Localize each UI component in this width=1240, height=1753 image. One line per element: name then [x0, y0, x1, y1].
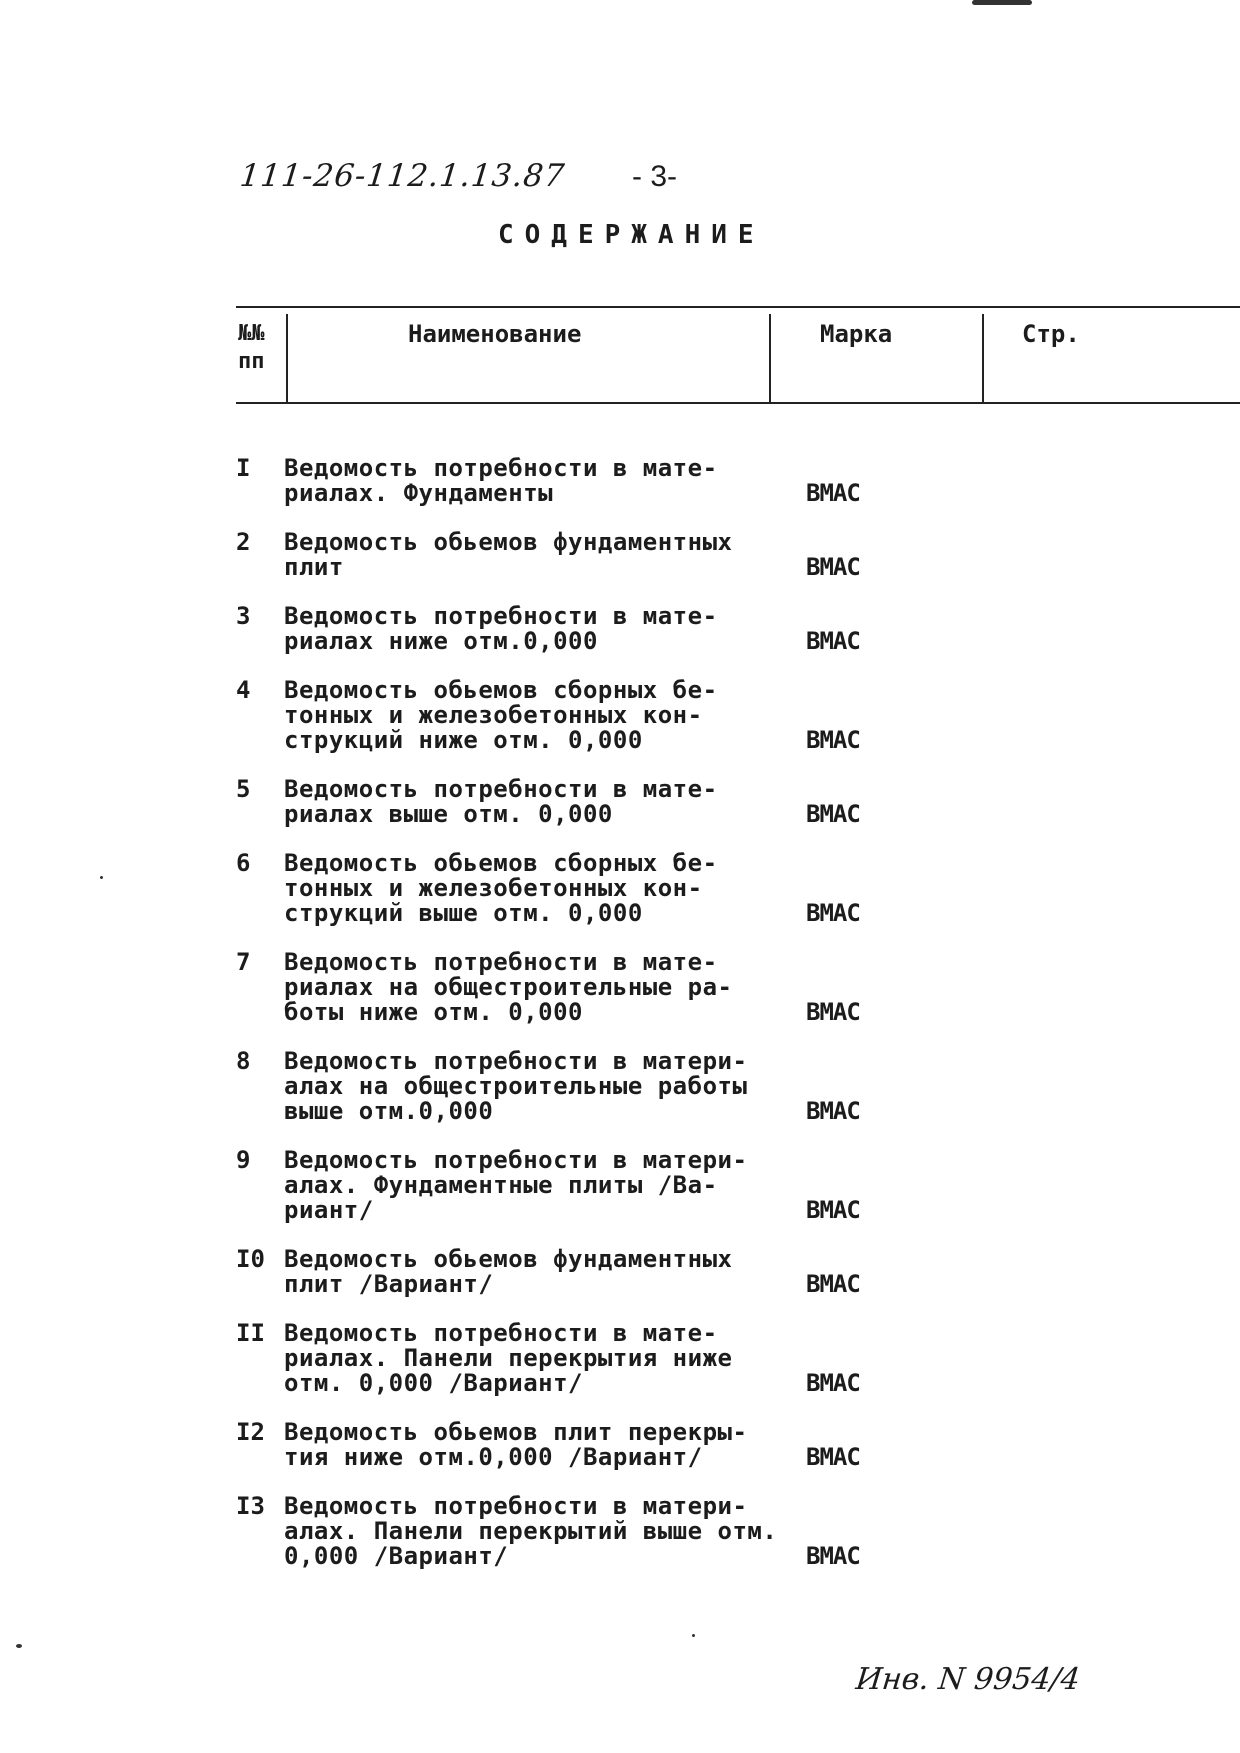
- row-number: II: [236, 1319, 265, 1347]
- row-mark: ВМАС: [806, 627, 860, 655]
- row-number: 9: [236, 1146, 251, 1174]
- header-page: Стр.: [1022, 320, 1080, 348]
- row-mark: ВМАС: [806, 479, 860, 507]
- row-number: 6: [236, 849, 251, 877]
- row-name: Ведомость потребности в мате- риалах выше отм. 0,000: [284, 775, 718, 828]
- table-row: [0, 604, 1240, 654]
- row-name: Ведомость обьемов фундаментных плит /Вариант/: [284, 1245, 733, 1298]
- table-row: [0, 1148, 1240, 1223]
- row-number: I0: [236, 1245, 265, 1273]
- scan-speck: [16, 1644, 22, 1648]
- row-name: Ведомость потребности в матери- алах. Фундаментные плиты /Ва- риант/: [284, 1146, 748, 1224]
- row-name: Ведомость потребности в матери- алах. Панели перекрытий выше отм. 0,000 /Вариант/: [284, 1492, 778, 1570]
- row-name: Ведомость потребности в мате- риалах ниже отм.0,000: [284, 602, 718, 655]
- row-mark: ВМАС: [806, 553, 860, 581]
- header-top-rule: [236, 306, 1240, 308]
- row-number: I2: [236, 1418, 265, 1446]
- table-row: [0, 1420, 1240, 1470]
- row-name: Ведомость потребности в мате- риалах. Панели перекрытия ниже отм. 0,000 /Вариант/: [284, 1319, 733, 1397]
- row-number: 5: [236, 775, 251, 803]
- row-name: Ведомость обьемов сборных бе- тонных и железобетонных кон- струкций выше отм. 0,000: [284, 849, 718, 927]
- header-divider-3: [982, 314, 984, 404]
- table-row: [0, 1049, 1240, 1124]
- row-number: I: [236, 454, 251, 482]
- header-mark: Марка: [820, 320, 893, 348]
- table-row: [0, 777, 1240, 827]
- scan-speck: [972, 0, 1032, 5]
- row-mark: ВМАС: [806, 800, 860, 828]
- row-name: Ведомость потребности в мате- риалах. Фундаменты: [284, 454, 718, 507]
- row-number: 7: [236, 948, 251, 976]
- row-mark: ВМАС: [806, 998, 860, 1026]
- header-divider-1: [286, 314, 288, 404]
- table-row: [0, 1321, 1240, 1396]
- table-row: [0, 678, 1240, 753]
- row-mark: ВМАС: [806, 1196, 860, 1224]
- scan-speck: [100, 876, 103, 879]
- row-mark: ВМАС: [806, 1097, 860, 1125]
- table-row: [0, 950, 1240, 1025]
- row-mark: ВМАС: [806, 1542, 860, 1570]
- table-row: [0, 851, 1240, 926]
- header-divider-2: [769, 314, 771, 404]
- row-mark: ВМАС: [806, 1443, 860, 1471]
- row-name: Ведомость обьемов сборных бе- тонных и железобетонных кон- струкций ниже отм. 0,000: [284, 676, 718, 754]
- row-name: Ведомость обьемов фундаментных плит: [284, 528, 733, 581]
- table-row: [0, 1494, 1240, 1569]
- inventory-number: Инв. N 9954/4: [854, 1662, 1082, 1697]
- contents-list: [0, 456, 1240, 1593]
- header-name: Наименование: [408, 320, 582, 348]
- header-number: №№ пп: [238, 321, 265, 374]
- page-number: - 3-: [632, 160, 677, 193]
- header-bottom-rule: [236, 402, 1240, 404]
- row-mark: ВМАС: [806, 726, 860, 754]
- row-name: Ведомость потребности в мате- риалах на общестроительные ра- боты ниже отм. 0,000: [284, 948, 733, 1026]
- row-name: Ведомость обьемов плит перекры- тия ниже отм.0,000 /Вариант/: [284, 1418, 748, 1471]
- scan-speck: [692, 1634, 695, 1637]
- row-name: Ведомость потребности в матери- алах на общестроительные работы выше отм.0,000: [284, 1047, 748, 1125]
- row-number: 8: [236, 1047, 251, 1075]
- row-mark: ВМАС: [806, 1270, 860, 1298]
- document-code: 111-26-112.1.13.87: [238, 158, 567, 194]
- row-number: 2: [236, 528, 251, 556]
- table-row: [0, 456, 1240, 506]
- table-row: [0, 1247, 1240, 1297]
- row-number: I3: [236, 1492, 265, 1520]
- row-number: 4: [236, 676, 251, 704]
- row-mark: ВМАС: [806, 899, 860, 927]
- table-row: [0, 530, 1240, 580]
- row-mark: ВМАС: [806, 1369, 860, 1397]
- page-title: СОДЕРЖАНИЕ: [498, 220, 765, 250]
- row-number: 3: [236, 602, 251, 630]
